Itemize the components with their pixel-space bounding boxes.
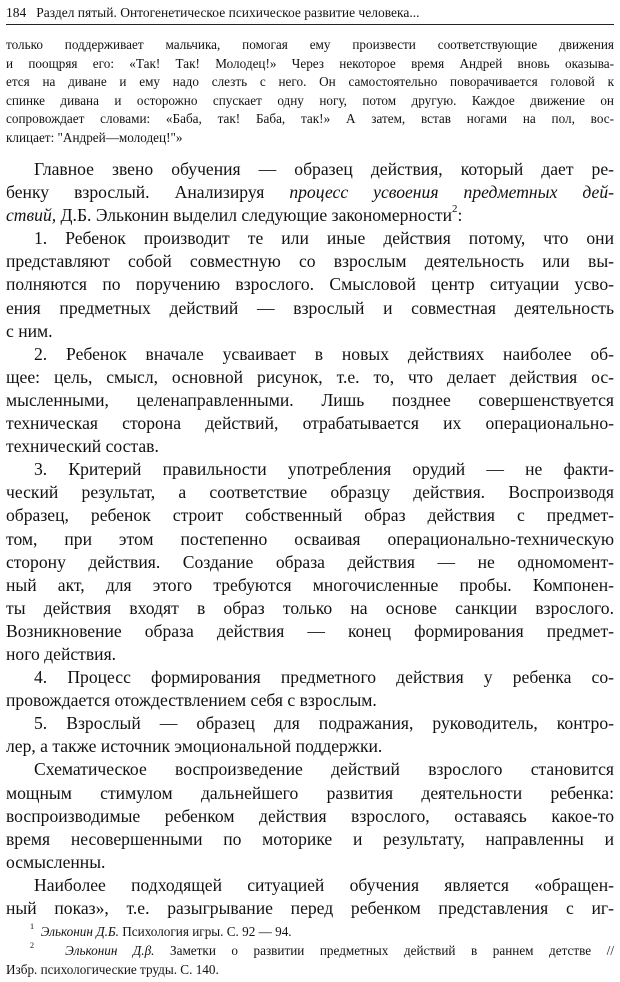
running-title: Раздел пятый. Онтогенетическое психическое развитие человека... [36, 5, 420, 20]
text-line: ного действия. [6, 643, 117, 664]
text-line: 2. Ребенок вначале усваивает в новых действиях наиболее об- [34, 343, 614, 364]
text-line: спинке дивана и осторожно спускает одну ногу, потом другую. Каждое движение он [6, 92, 614, 108]
text-line: ный акт, для этого требуются многочисленные пробы. Компонен- [6, 574, 614, 595]
text-line [6, 181, 614, 204]
footnotes [6, 922, 614, 979]
italic-term: процесс усвоения предметных дей- [289, 182, 614, 203]
text-line: с ним. [6, 320, 53, 341]
text-line: Наиболее подходящей ситуацией обучения является «обращен- [34, 874, 614, 895]
text-line: полняются по поручению взрослого. Смысловой центр ситуации усво- [6, 274, 614, 295]
text-line: техническая сторона действий, отрабатывается их операционально- [6, 413, 614, 434]
text-line: и поощряя его: «Так! Так! Молодец!» Через некоторое время Андрей вновь оказыва- [6, 55, 614, 71]
text-line: лер, а также источник эмоциональной поддержки. [6, 736, 383, 757]
point-4 [6, 666, 614, 712]
text-line: клицает: "Андрей—молодец!"» [6, 129, 183, 145]
text-line: мысленными, целенаправленными. Лишь позднее совершенствуется [6, 389, 614, 410]
text-line: щее: цель, смысл, основной рисунок, т.е. то, что делает действия ос- [6, 366, 614, 387]
text-run: : [457, 205, 463, 226]
point-2 [6, 343, 614, 458]
text-line: 3. Критерий правильности употребления орудий — не факти- [34, 459, 614, 480]
text-line: ты действия входят в образ только на основе санкции взрослого. [6, 597, 614, 618]
text-line: только поддерживает мальчика, помогая ему произвести соответствующие движения [6, 37, 614, 52]
text-line: образец, ребенок строит собственный образ действия с предмет- [6, 505, 614, 526]
text-line: 1. Ребенок производит те или иные действия потому, что они [34, 228, 614, 249]
text-line [6, 204, 614, 227]
text-line: представляют собой совместную со взрослым деятельность или вы- [6, 251, 614, 272]
text-run: бенку взрослый. Анализируя [6, 182, 290, 203]
text-line: воспроизводимые ребенком действия взрослого, оставаясь какое-то [6, 805, 614, 826]
text-line: провождается отождествлением себя с взрослым. [6, 690, 377, 711]
text-line: осмысленны. [6, 851, 106, 872]
main-text [6, 158, 614, 920]
text-line: 5. Взрослый — образец для подражания, руководитель, контро- [34, 713, 614, 734]
footnote-text: Психология игры. С. 92 — 94. [118, 924, 292, 939]
paragraph-reverse-demo [6, 874, 614, 920]
text-line: Главное звено обучения — образец действия, который дает ре- [34, 159, 614, 179]
footnote-mark: 2 [30, 941, 35, 950]
text-line: мощным стимулом дальнейшего развития деятельности ребенка: [6, 782, 614, 803]
text-line: ческий результат, а соответствие образцу действия. Воспроизводя [6, 482, 614, 503]
footnote-1 [6, 922, 614, 941]
text-line: ется на диване и ему надо слезть с него. Он самостоятельно поворачивается головой к [6, 74, 614, 89]
text-line: технический состав. [6, 436, 159, 457]
point-3 [6, 458, 614, 666]
footnote-author: Эльконин Д.Б. [40, 924, 119, 939]
text-line: Возникновение образа действия — конец формирования предмет- [6, 620, 614, 641]
point-5 [6, 712, 614, 758]
text-line: сопровождает словами: «Баба, так! Баба, так!» А затем, встав ногами на пол, вос- [6, 111, 614, 126]
text-line: ения предметных действий — взрослый и совместная деятельность [6, 297, 614, 318]
italic-term: ствий, [6, 205, 57, 226]
paragraph-reproduction [6, 758, 614, 873]
example-passage [6, 36, 614, 147]
footnote-2-continued: Избр. психологические труды. С. 140. [6, 962, 219, 977]
page-number: 184 [6, 5, 27, 20]
text-run: Д.Б. Эльконин выделил следующие закономерности [56, 205, 453, 226]
footnote-author: Эльконин Д.β. [65, 943, 155, 958]
text-line: время несовершенными по моторике и результату, направленны и [6, 828, 614, 849]
footnote-mark: 1 [30, 922, 35, 931]
text-line: Схематическое воспроизведение действий взрослого становится [34, 759, 614, 780]
footnote-text: Заметки о развитии предметных действий в раннем детстве // [154, 943, 614, 958]
text-line: 4. Процесс формирования предметного действия у ребенка со- [34, 667, 614, 688]
text-line: том, при этом постепенно осваивая операционально-техническую [6, 528, 614, 549]
running-header [6, 4, 614, 25]
footnote-ref: 2 [452, 204, 458, 216]
footnote-2 [6, 941, 614, 960]
text-line: сторону действия. Создание образа действия — не одномомент- [6, 551, 614, 572]
point-1 [6, 227, 614, 342]
intro-paragraph [6, 158, 614, 227]
text-line: ный показ», т.е. разыгрывание перед ребенком представления с иг- [6, 898, 614, 918]
